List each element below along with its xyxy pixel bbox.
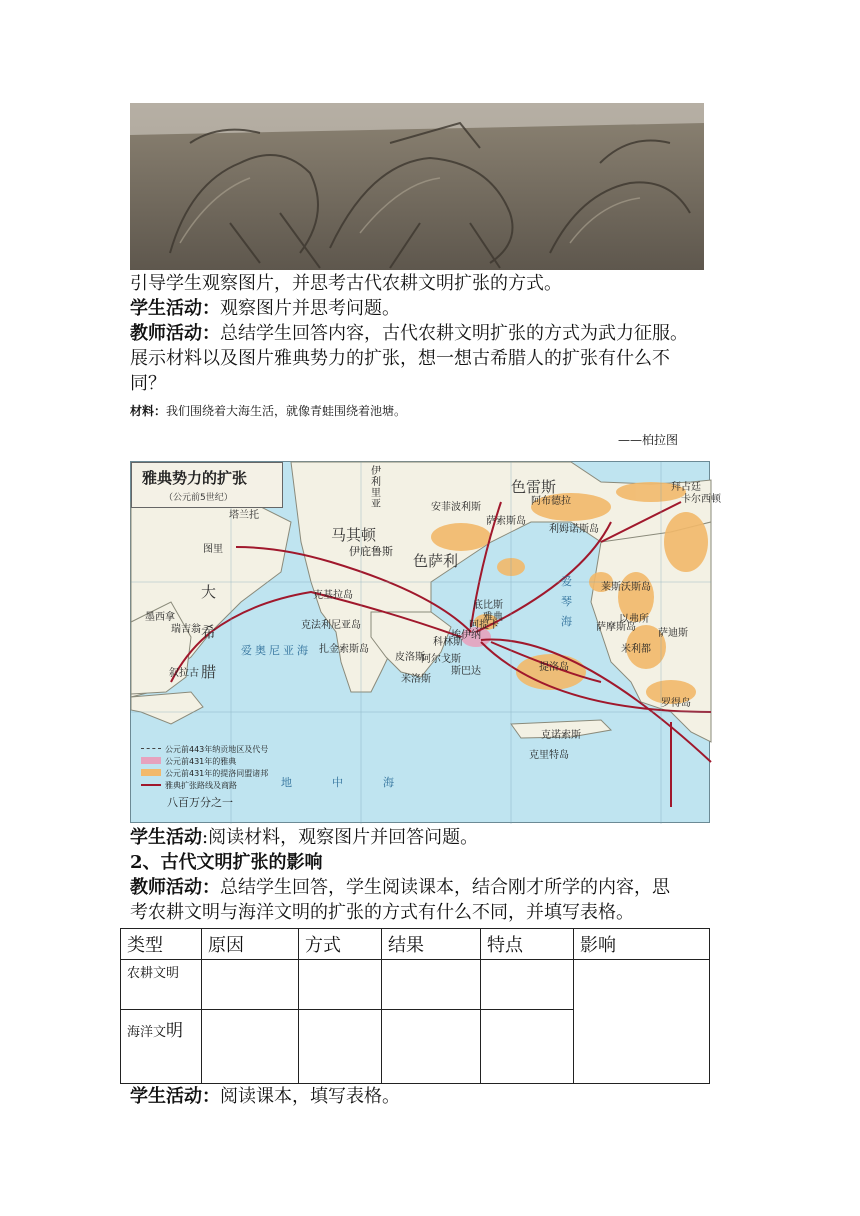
- material-text: 我们围绕着大海生活，就像青蛙围绕着池塘。: [166, 404, 407, 418]
- place-thurii: 图里: [203, 544, 223, 555]
- legend-routes: 雅典扩张路线及商路: [165, 781, 237, 790]
- place-syracuse: 叙拉古: [169, 668, 199, 679]
- place-pylos: 皮洛斯: [395, 652, 425, 663]
- place-thasos: 萨索斯岛: [486, 516, 526, 527]
- student-activity-3-text: 阅读课本，填写表格。: [220, 1086, 400, 1107]
- place-ephesus: 以弗所: [619, 614, 649, 625]
- place-abdera: 阿布德拉: [531, 496, 571, 507]
- student-activity-1: [130, 297, 400, 321]
- student-activity-3: [130, 1085, 400, 1109]
- place-sparta: 斯巴达: [451, 666, 481, 677]
- table-cell: [202, 1010, 299, 1084]
- athens-expansion-map: [130, 461, 721, 823]
- assyrian-relief-image: [130, 103, 704, 270]
- region-thessaly: 色萨利: [413, 552, 459, 570]
- student-activity-label: 学生活动：: [130, 298, 220, 319]
- place-taranto: 塔兰托: [229, 510, 259, 521]
- paragraph-question-end: 同？: [130, 373, 166, 394]
- region-macedonia: 马其顿: [331, 526, 377, 544]
- map-title-box: [131, 462, 283, 508]
- material-label: 材料：: [130, 404, 167, 418]
- table-cell: [382, 1010, 481, 1084]
- legend-league: 公元前431年的提洛同盟诸邦: [165, 769, 269, 778]
- place-zakynthos: 扎金索斯岛: [319, 644, 369, 655]
- section-heading: 2、古代文明扩张的影响: [130, 852, 323, 873]
- material-quote: [130, 403, 406, 419]
- sea-aegean: 爱琴海: [561, 575, 575, 628]
- region-magna-graecia: 大希腊: [201, 583, 217, 681]
- table-cell-maritime-a: 海洋文: [127, 1025, 167, 1040]
- teacher-activity-2-label: 教师活动：: [130, 877, 220, 898]
- place-chalcedon: 卡尔西顿: [681, 494, 721, 505]
- table-cell-impact: [574, 960, 710, 1084]
- place-argos: 阿尔戈斯: [421, 654, 461, 665]
- map-title: 雅典势力的扩张: [142, 469, 248, 487]
- place-byzantium: 拜占廷: [671, 482, 701, 493]
- teacher-activity-2-text: 总结学生回答，学生阅读课本，结合刚才所学的内容，思: [220, 877, 670, 898]
- place-crete: 克里特岛: [529, 750, 569, 761]
- table-cell: [481, 960, 574, 1010]
- table-header-cell: 影响: [574, 929, 710, 960]
- student-activity-2-text: :阅读材料，观察图片并回答问题。: [202, 827, 479, 848]
- teacher-activity-text: 总结学生回答内容，古代农耕文明扩张的方式为武力征服。: [220, 323, 688, 344]
- place-melos: 米洛斯: [401, 674, 431, 685]
- table-header-cell: 类型: [121, 929, 202, 960]
- place-miletus: 米利都: [621, 644, 651, 655]
- map-legend: [141, 744, 291, 810]
- region-illyria: 伊利里亚: [371, 466, 381, 510]
- table-cell: [299, 1010, 382, 1084]
- teacher-activity-1: [130, 322, 688, 346]
- table-row: [121, 960, 710, 1010]
- sea-ionian: 爱奥尼亚海: [241, 644, 311, 657]
- place-lemnos: 利姆诺斯岛: [549, 524, 599, 535]
- place-rhodes: 罗得岛: [661, 698, 691, 709]
- place-aegina: 埃伊纳: [451, 630, 481, 641]
- quote-attribution: ——柏拉图: [618, 433, 679, 447]
- table-cell: [481, 1010, 574, 1084]
- table-header-cell: 结果: [382, 929, 481, 960]
- table-header-cell: 原因: [202, 929, 299, 960]
- table-header-cell: 方式: [299, 929, 382, 960]
- place-corinth: 科林斯: [433, 637, 463, 648]
- table-cell: [202, 960, 299, 1010]
- place-corcyra: 克基拉岛: [313, 590, 353, 601]
- table-cell: [382, 960, 481, 1010]
- student-activity-text: 观察图片并思考问题。: [220, 298, 400, 319]
- region-epirus: 伊庇鲁斯: [349, 545, 393, 558]
- map-scale: 八百万分之一: [167, 796, 233, 809]
- paragraph-fill-table: 考农耕文明与海洋文明的扩张的方式有什么不同，并填写表格。: [130, 902, 634, 923]
- place-thebes: 底比斯: [473, 600, 503, 611]
- table-cell: [299, 960, 382, 1010]
- place-sardis: 萨迪斯: [658, 628, 688, 639]
- place-rhegium: 瑞吉翁: [171, 624, 201, 635]
- table-header-cell: 特点: [481, 929, 574, 960]
- table-cell-maritime: [121, 1010, 202, 1084]
- legend-tribute: 公元前443年纳贡地区及代号: [165, 745, 269, 754]
- teacher-activity-label: 教师活动：: [130, 323, 220, 344]
- region-attica: 阿提卡: [469, 620, 499, 631]
- comparison-table: [120, 928, 710, 1084]
- table-cell-maritime-b: 明: [166, 1021, 184, 1041]
- place-knossos: 克诺索斯: [541, 730, 581, 741]
- place-lesbos: 莱斯沃斯岛: [601, 582, 651, 593]
- place-samos: 萨摩斯岛: [596, 622, 636, 633]
- student-activity-3-label: 学生活动：: [130, 1086, 220, 1107]
- place-amphipolis: 安菲波利斯: [431, 502, 481, 513]
- teacher-activity-2: [130, 876, 670, 900]
- table-cell-agricultural: 农耕文明: [121, 960, 202, 1010]
- map-subtitle: （公元前5世纪）: [164, 493, 233, 503]
- sea-mediterranean: 地中海: [281, 776, 434, 789]
- place-cephallenia: 克法利尼亚岛: [301, 620, 361, 631]
- student-activity-2: [130, 826, 478, 850]
- region-thrace: 色雷斯: [511, 478, 557, 496]
- legend-athens: 公元前431年的雅典: [165, 757, 237, 766]
- paragraph-observe: 引导学生观察图片，并思考古代农耕文明扩张的方式。: [130, 273, 562, 294]
- table-header-row: [121, 929, 710, 960]
- paragraph-show-material: 展示材料以及图片雅典势力的扩张，想一想古希腊人的扩张有什么不: [130, 348, 670, 369]
- place-athens: 雅典: [483, 612, 503, 623]
- student-activity-2-label: 学生活动: [130, 827, 202, 848]
- place-messina: 墨西拿: [145, 612, 175, 623]
- place-delos: 提洛岛: [539, 662, 569, 673]
